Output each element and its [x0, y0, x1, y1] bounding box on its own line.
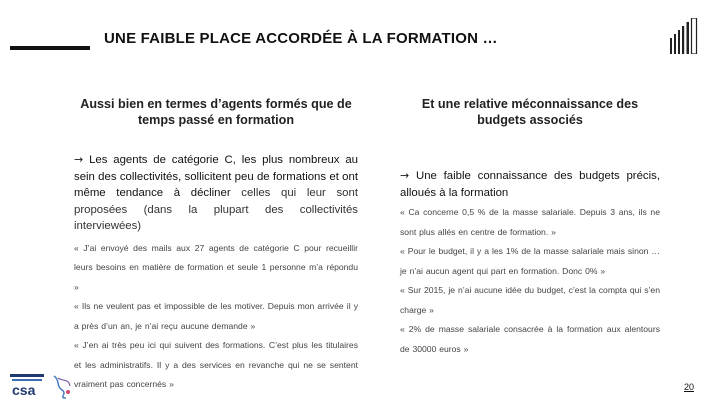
- left-bullet-lead: Les agents de catégorie C, les plus nombreux au sein des collectivités, sollicitent peu de formations et ont même tendance à décliner: [74, 154, 358, 199]
- left-column: [74, 96, 358, 395]
- csa-logo-text: csa: [12, 382, 36, 398]
- left-quote-2: « Ils ne veulent pas et impossible de les motiver. Depuis mon arrivée il y a près d’un an, je n’ai reçu aucune demande »: [74, 301, 358, 331]
- right-quote-4: « 2% de masse salariale consacrée à la formation aux alentours de 30000 euros »: [400, 324, 660, 354]
- right-quote-3: « Sur 2015, je n’ai aucune idée du budget, c’est la compta qui s’en charge »: [400, 285, 660, 315]
- left-quote-1: « J’ai envoyé des mails aux 27 agents de catégorie C pour recueillir leurs besoins en matière de formation et seule 1 personne m’a répondu »: [74, 242, 358, 292]
- right-bullet-text: Une faible connaissance des budgets précis, alloués à la formation: [400, 170, 660, 199]
- left-quote-3: « J’en ai très peu ici qui suivent des formations. C’est plus les titulaires et les administratifs. Il y a des services en revanche qui ne se sentent vraiment pas concernés »: [74, 340, 358, 389]
- right-bullet: [400, 168, 660, 201]
- arrow-right-icon: →: [400, 169, 410, 182]
- title-accent-bar: [10, 46, 90, 50]
- right-quote-1: « Ca concerne 0,5 % de la masse salariale. Depuis 3 ans, ils ne sont plus allés en centre de formation. »: [400, 207, 660, 237]
- left-bullet-rest: celles qui leur sont proposées (dans la plupart des collectivités interviewées): [74, 187, 358, 232]
- bar-logo-icon: [670, 18, 698, 54]
- right-column: [400, 96, 660, 359]
- left-column-heading: Aussi bien en termes d’agents formés que de temps passé en formation: [80, 97, 352, 127]
- arrow-right-icon: →: [74, 153, 84, 166]
- right-column-heading: Et une relative méconnaissance des budgets associés: [421, 97, 639, 127]
- right-quote-2: « Pour le budget, il y a les 1% de la masse salariale mais sinon … je n’ai aucun agent qui part en formation. Donc 0% »: [400, 246, 660, 276]
- left-bullet: [74, 152, 358, 235]
- csa-logo: [10, 372, 76, 400]
- page-title: UNE FAIBLE PLACE ACCORDÉE À LA FORMATION …: [104, 30, 498, 47]
- page-number[interactable]: 20: [683, 382, 694, 392]
